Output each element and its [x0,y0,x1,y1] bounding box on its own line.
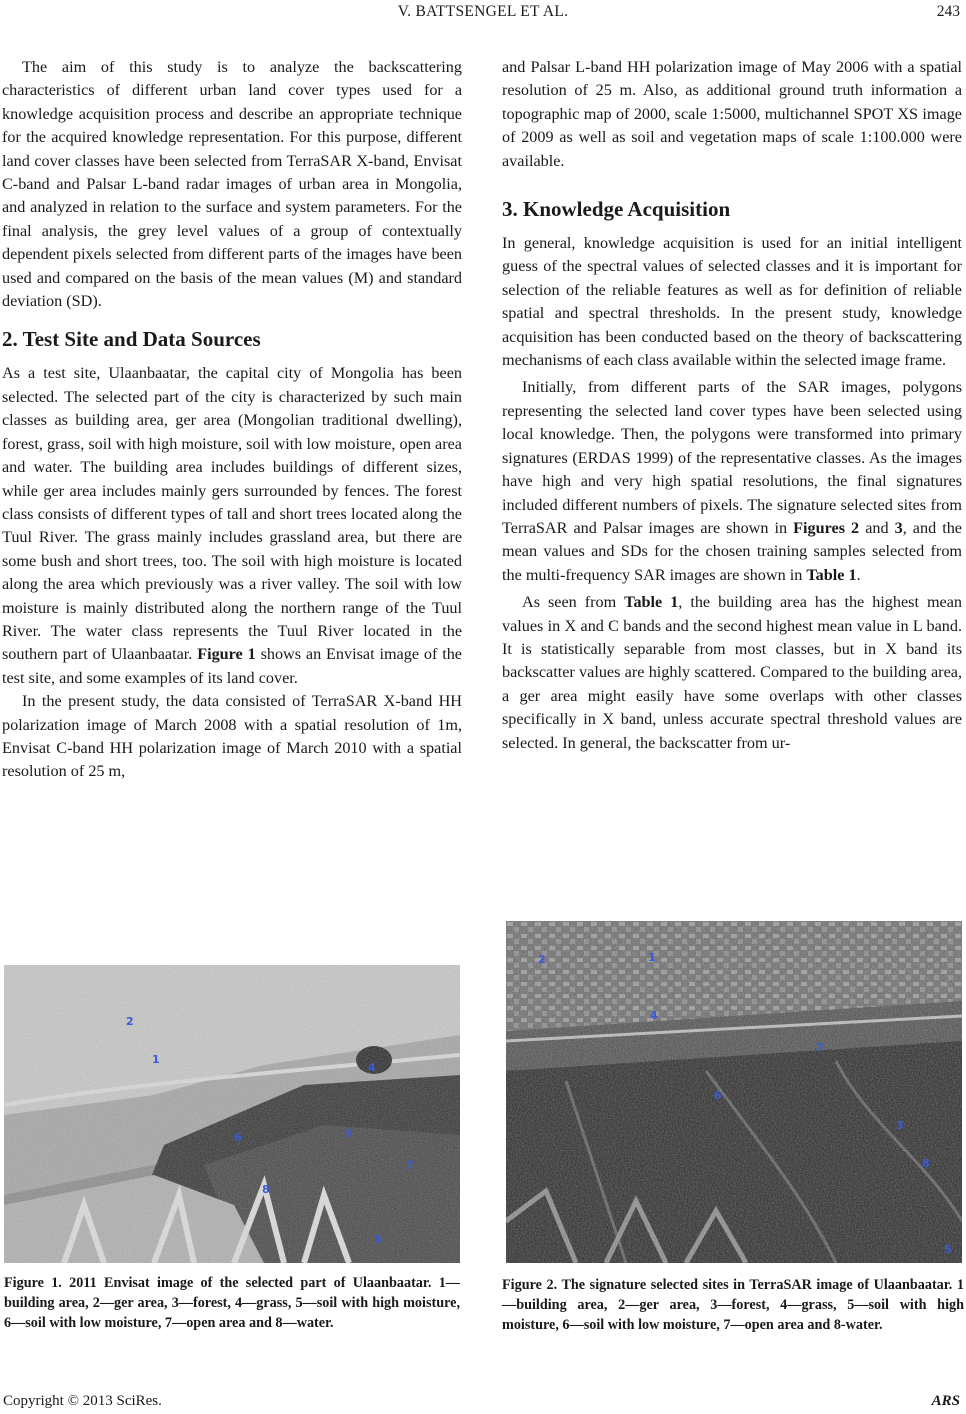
figure-2-svg [506,921,962,1263]
figure-2-label-7: 7 [816,1041,824,1054]
figure-1-label-6: 6 [234,1131,242,1144]
figure-1-label-7: 7 [406,1159,414,1172]
figure-2-label-3: 3 [896,1119,904,1132]
section-2-heading: 2. Test Site and Data Sources [2,327,261,352]
figure-2-label-2: 2 [538,953,546,966]
figure-1-label-5: 5 [374,1233,382,1246]
figure-1-image [4,965,460,1263]
figure-1-label-2: 2 [126,1015,134,1028]
right-column [502,56,962,755]
page-header [0,0,966,24]
copyright-notice: Copyright © 2013 SciRes. [3,1393,162,1409]
intro-paragraph: The aim of this study is to analyze the backscattering characteristics of different urban land cover types used for a knowledge acquisition process and describe an appropriate technique for the acquired knowledge representation. For this purpose, different land cover classes have been selected from TerraSAR X-band, Envisat C-band and Palsar L-band radar images of urban area in Mongolia, and analyzed in relation to the surface and system parameters. For the final analysis, the grey level values of a group of contextually dependent pixels selected from different parts of the images have been used and compared on the basis of the mean values (M) and standard deviation (SD). [2,58,462,311]
figure-2-image [506,921,962,1263]
figure-1-label-3: 3 [344,1127,352,1140]
data-sources-continued: and Palsar L-band HH polarization image of May 2006 with a spatial resolution of 25 m. Also, as additional ground truth information a topographic map of 2000, scale 1:5000, multichannel SPOT XS image of 2009 as well as soil and vegetation maps of scale 1:100.000 were available. [502,58,962,170]
figure-2-label-6: 6 [714,1089,722,1102]
figure-1-label-4: 4 [368,1061,376,1074]
data-sources-paragraph: In the present study, the data consisted of TerraSAR X-band HH polarization image of March 2008 with a spatial resolution of 1m, Envisat C-band HH polarization image of March 2010 with a spatial resolution of 25 m, [2,692,462,781]
table-1-reference[interactable]: Table 1 [806,565,857,584]
table-discussion-paragraph: As seen from Table 1, the building area has the highest mean values in X and C bands and the second highest mean value in L band. It is statistically separable from most classes, but in X band its backscatter values are highly scattered. Compared to the building area, a ger area might easily have some overlaps with other classes specifically in X band, unless accurate spectral threshold values are selected. In general, the backscatter from ur- [502,593,962,752]
figure-1-caption: Figure 1. 2011 Envisat image of the selected part of Ulaanbaatar. 1—building area, 2—ger area, 3—forest, 4—grass, 5—soil with high moisture, 6—soil with low moisture, 7—open area and 8—water. [4,1275,460,1331]
left-column [2,56,462,784]
figure-2-caption: Figure 2. The signature selected sites in TerraSAR image of Ulaanbaatar. 1—building area, 2—ger area, 3—forest, 4—grass, 5—soil with high moisture, 6—soil with low moisture, 7—open area and 8-water. [502,1277,964,1333]
figure-3-reference[interactable]: 3 [894,518,903,537]
figure-2-label-5: 5 [944,1243,952,1256]
journal-abbreviation: ARS [931,1393,960,1409]
figure-2-label-8: 8 [922,1157,930,1170]
figure-2-label-4: 4 [650,1009,658,1022]
figures-2-reference[interactable]: Figures 2 [793,518,860,537]
figure-1-svg [4,965,460,1263]
test-site-paragraph: As a test site, Ulaanbaatar, the capital city of Mongolia has been selected. The selected part of the city is characterized by such main classes as building area, ger area (Mongolian traditional dwelling), forest, grass, soil with high moisture, soil with low moisture, open area and water. The building area includes buildings of different sizes, while ger area includes mainly gers surrounded by fences. The forest class consists of different types of tall and short trees located along the Tuul River. The grass mainly includes grassland area, but there are some bush and short trees, too. The soil with high moisture is located along the area which previously was a river valley. The soil with low moisture is mainly distributed along the northern range of the Tuul River. The water class represents the Tuul River located in the southern part of Ulaanbaatar. Figure 1 shows an Envisat image of the test site, and some examples of its land cover. [2,364,462,687]
figure-1-label-1: 1 [152,1053,160,1066]
section-3-heading: 3. Knowledge Acquisition [502,197,731,222]
figure-2-label-1: 1 [648,951,656,964]
figure-1-label-8: 8 [262,1183,270,1196]
page-number: 243 [936,3,960,20]
knowledge-acquisition-paragraph: In general, knowledge acquisition is used for an initial intelligent guess of the spectral values of selected classes and it is important for selection of the reliable features as well as for definition of reliable spatial and spectral thresholds. In the present study, knowledge acquisition has been conducted based on the theory of backscattering mechanisms of each class available within the selected image frame. [502,234,962,370]
running-head: V. BATTSENGEL ET AL. [397,3,569,20]
figure-1-reference[interactable]: Figure 1 [197,645,256,664]
page-footer [0,1386,966,1414]
signature-paragraph: Initially, from different parts of the SAR images, polygons representing the selected land cover types have been selected using local knowledge. Then, the polygons were transformed into primary signatures (ERDAS 1999) of the representative classes. As the images have high and very high spatial resolutions, the final signatures included different numbers of pixels. The signature selected sites from TerraSAR and Palsar images are shown in Figures 2 and 3, and the mean values and SDs for the chosen training samples selected from the multi-frequency SAR images are shown in Table 1. [502,378,962,584]
table-1-reference-2[interactable]: Table 1 [624,593,679,612]
